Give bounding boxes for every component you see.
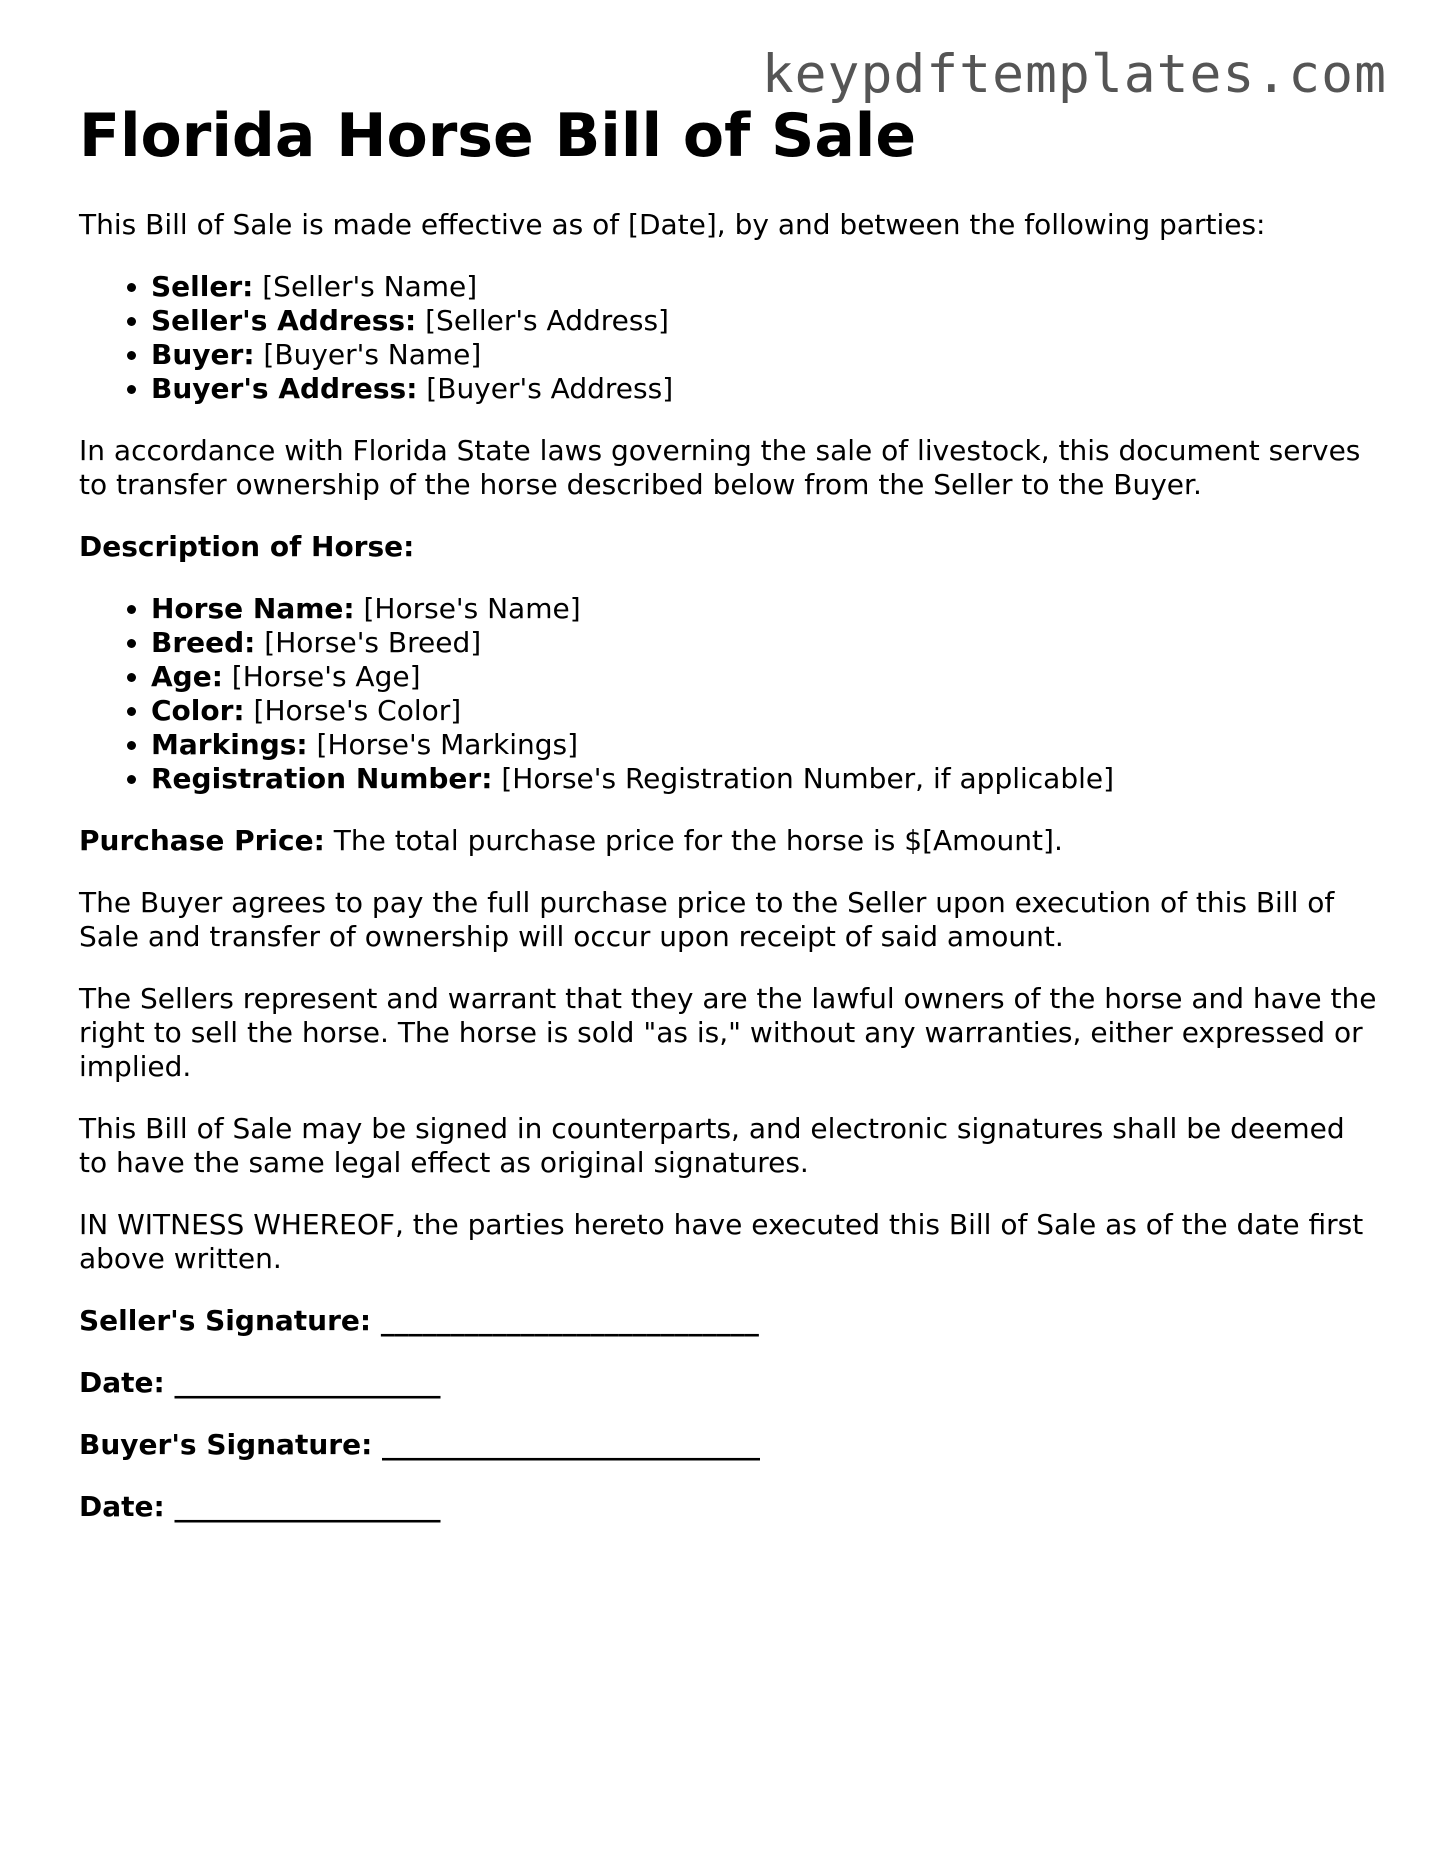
item-value: [Buyer's Name] [254, 338, 482, 371]
parties-list [79, 270, 1379, 406]
warranty-paragraph: The Sellers represent and warrant that they are the lawful owners of the horse and have the right to sell the horse. The horse is sold "as is," without any warranties, either expressed or implied. [79, 982, 1377, 1083]
item-value: [Horse's Age] [222, 660, 421, 693]
purchase-price-text: The total purchase price for the horse is $[Amount]. [324, 824, 1063, 857]
watermark: keypdftemplates.com [761, 44, 1387, 105]
item-label: Buyer's Address: [151, 372, 418, 405]
list-item [151, 338, 1379, 372]
item-label: Seller: [151, 270, 254, 303]
list-item [151, 762, 1379, 796]
buyer-signature-line[interactable]: Buyer's Signature: ___________________________ [79, 1428, 761, 1461]
list-item [151, 660, 1379, 694]
item-value: [Seller's Name] [253, 270, 478, 303]
horse-details-list [79, 592, 1379, 796]
purchase-price-paragraph [79, 824, 1379, 858]
witness-paragraph: IN WITNESS WHEREOF, the parties hereto have executed this Bill of Sale as of the date first above written. [79, 1208, 1364, 1275]
item-label: Buyer: [151, 338, 255, 371]
document-body [79, 100, 1379, 1552]
counterparts-paragraph: This Bill of Sale may be signed in counterparts, and electronic signatures shall be deemed to have the same legal effect as original signatures. [79, 1112, 1345, 1179]
purchase-price-label: Purchase Price: [79, 824, 325, 857]
item-label: Registration Number: [151, 762, 493, 795]
item-value: [Seller's Address] [416, 304, 669, 337]
item-label: Color: [151, 694, 245, 727]
list-item [151, 304, 1379, 338]
item-value: [Horse's Breed] [255, 626, 482, 659]
item-label: Seller's Address: [151, 304, 417, 337]
seller-date-line[interactable]: Date: ___________________ [79, 1366, 441, 1399]
seller-signature-line[interactable]: Seller's Signature: ___________________________ [79, 1304, 759, 1337]
item-value: [Horse's Markings] [307, 728, 578, 761]
list-item [151, 372, 1379, 406]
list-item [151, 728, 1379, 762]
item-value: [Horse's Registration Number, if applicable] [492, 762, 1115, 795]
item-value: [Horse's Color] [244, 694, 462, 727]
intro-paragraph: This Bill of Sale is made effective as of [Date], by and between the following parties: [79, 208, 1266, 241]
list-item [151, 694, 1379, 728]
document-title: Florida Horse Bill of Sale [79, 101, 917, 171]
item-label: Markings: [151, 728, 308, 761]
list-item [151, 626, 1379, 660]
buyer-date-line[interactable]: Date: ___________________ [79, 1490, 441, 1523]
accordance-paragraph: In accordance with Florida State laws governing the sale of livestock, this document serves to transfer ownership of the horse described below from the Seller to the Buyer. [79, 434, 1361, 501]
payment-paragraph: The Buyer agrees to pay the full purchase price to the Seller upon execution of this Bill of Sale and transfer of ownership will occur upon receipt of said amount. [79, 886, 1335, 953]
item-label: Horse Name: [151, 592, 355, 625]
item-label: Breed: [151, 626, 256, 659]
item-value: [Horse's Name] [354, 592, 581, 625]
item-value: [Buyer's Address] [417, 372, 674, 405]
item-label: Age: [151, 660, 223, 693]
list-item [151, 270, 1379, 304]
description-heading: Description of Horse: [79, 530, 415, 563]
list-item [151, 592, 1379, 626]
